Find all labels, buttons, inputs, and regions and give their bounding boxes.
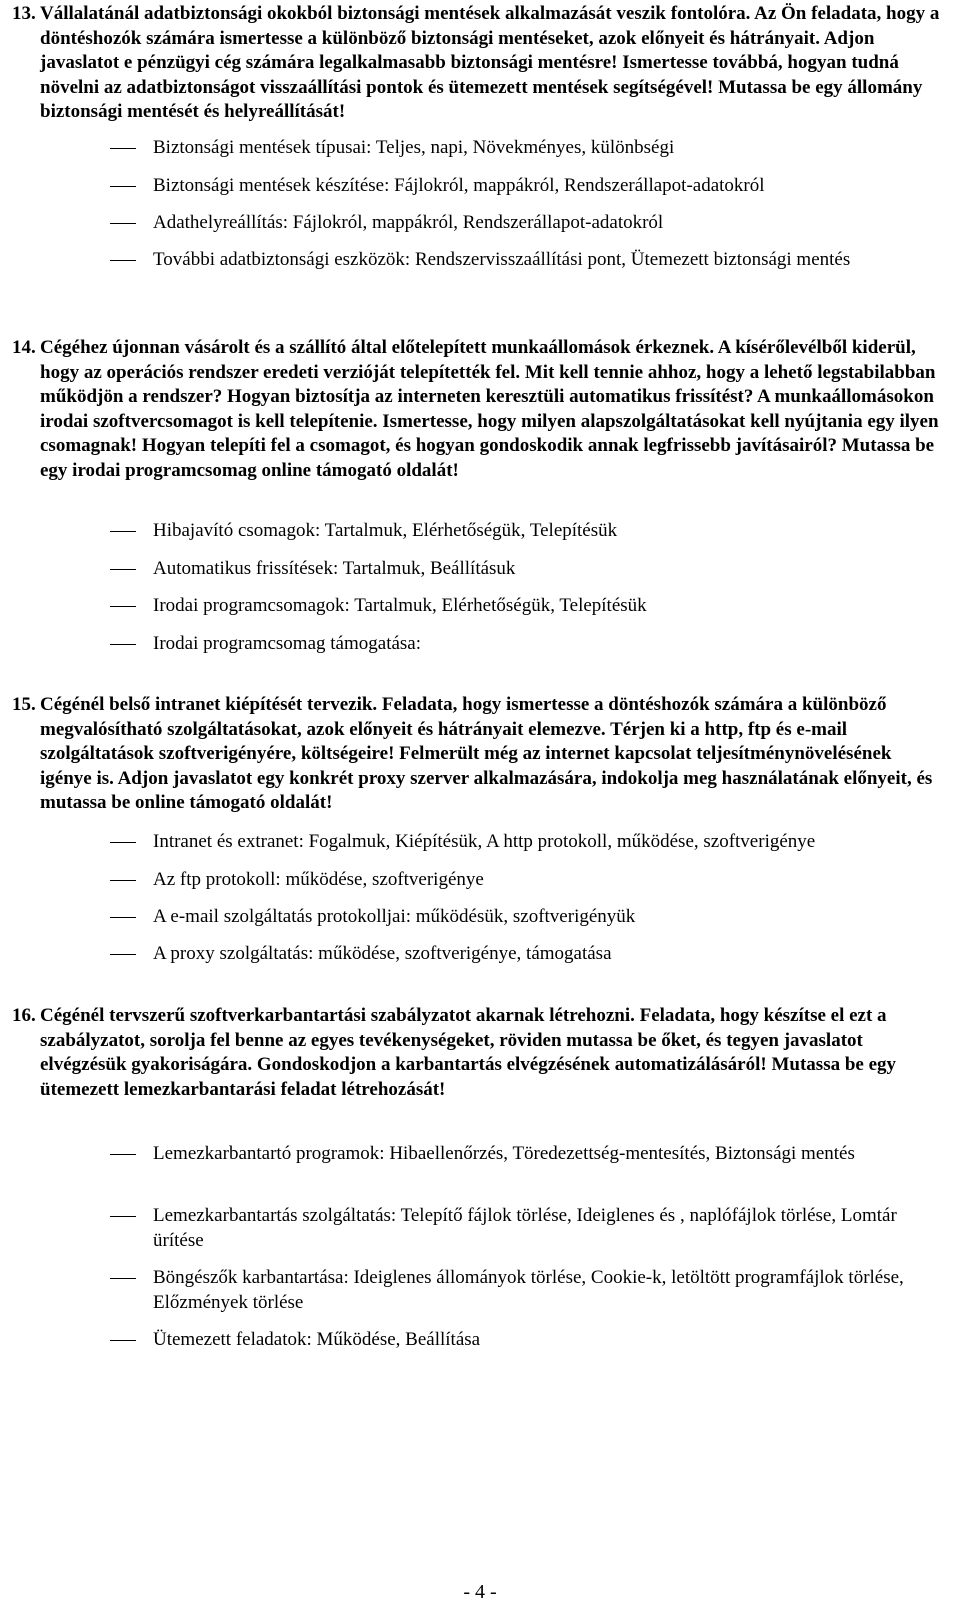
question-text: Cégéhez újonnan vásárolt és a szállító által előtelepített munkaállomások érkeznek. A kísérőlevélből kiderül, hogy az operációs rendszer eredeti verzióját telepítették fel. Mit kell tennie ahhoz, hogy a lehető legstabilabban működjön a rendszer? Hogyan biztosítja az interneten keresztüli automatikus frissítést? A munkaállomásokon irodai szoftvercsomagot is kell telepítenie. Ismertesse, hogy milyen alapszolgáltatásokat kell nyújtania egy ilyen csomagnak! Hogyan telepíti fel a csomagot, és hogyan gondoskodik annak legfrissebb javításairól? Mutassa be egy irodai programcsomag online támogató oldalát! [40,337,939,481]
list-item [0,557,960,582]
dash-bullet-icon [110,917,136,918]
list-item-text: Ütemezett feladatok: Működése, Beállítása [153,1329,481,1350]
list-item [0,905,960,930]
list-item [0,248,960,273]
list-item [0,868,960,893]
list-item [0,1328,960,1353]
dash-bullet-icon [110,644,136,645]
list-item-text: Automatikus frissítések: Tartalmuk, Beállításuk [153,558,516,579]
question-number: 16. [12,1005,36,1026]
dash-bullet-icon [110,569,136,570]
list-item-text: A proxy szolgáltatás: működése, szoftverigénye, támogatása [153,943,612,964]
question-number: 15. [12,694,36,715]
dash-bullet-icon [110,1216,136,1217]
question-number: 13. [12,3,36,24]
question-16 [12,1004,942,1102]
dash-bullet-icon [110,531,136,532]
list-item [0,594,960,619]
list-item-text: Biztonsági mentések készítése: Fájlokról, mappákról, Rendszerállapot-adatokról [153,175,765,196]
dash-bullet-icon [110,954,136,955]
list-item [0,174,960,199]
dash-bullet-icon [110,260,136,261]
list-item-text: Az ftp protokoll: működése, szoftverigénye [153,869,484,890]
list-item-text: Lemezkarbantartás szolgáltatás: Telepítő fájlok törlése, Ideiglenes és , naplófájlok törlése, Lomtár ürítése [153,1205,897,1251]
list-item-text: Irodai programcsomag támogatása: [153,633,422,654]
list-item-text: Adathelyreállítás: Fájlokról, mappákról, Rendszerállapot-adatokról [153,212,664,233]
list-item-text: Intranet és extranet: Fogalmuk, Kiépítésük, A http protokoll, működése, szoftverigénye [153,831,816,852]
dash-bullet-icon [110,1278,136,1279]
page-number: - 4 - [463,1581,497,1603]
dash-bullet-icon [110,148,136,149]
list-item [0,632,960,657]
list-item-text: Irodai programcsomagok: Tartalmuk, Elérhetőségük, Telepítésük [153,595,647,616]
list-item [0,1204,960,1253]
dash-bullet-icon [110,1340,136,1341]
list-item [0,942,960,967]
dash-bullet-icon [110,880,136,881]
list-item-text: További adatbiztonsági eszközök: Rendszervisszaállítási pont, Ütemezett biztonsági mentés [153,249,851,270]
list-item-text: Biztonsági mentések típusai: Teljes, napi, Növekményes, különbségi [153,137,675,158]
list-item-text: Böngészők karbantartása: Ideiglenes állományok törlése, Cookie-k, letöltött programfájlok törlése, Előzmények törlése [153,1267,904,1313]
list-item [0,136,960,161]
list-item [0,1142,960,1167]
question-text: Vállalatánál adatbiztonsági okokból biztonsági mentések alkalmazását veszik fontolóra. Az Ön feladata, hogy a döntéshozók számára ismertesse a különböző biztonsági mentéseket, azok előnyeit és hátrányait. Adjon javaslatot e pénzügyi cég számára legalkalmasabb biztonsági mentésre! Ismertesse továbbá, hogyan tudná növelni az adatbiztonságot visszaállítási pontok és ütemezett mentések segítségével! Mutassa be egy állomány biztonsági mentését és helyreállítását! [40,3,940,123]
list-item [0,1266,960,1315]
list-item [0,211,960,236]
dash-bullet-icon [110,186,136,187]
question-14 [12,336,942,484]
list-item-text: A e-mail szolgáltatás protokolljai: működésük, szoftverigényük [153,906,636,927]
list-item [0,830,960,855]
list-item-text: Lemezkarbantartó programok: Hibaellenőrzés, Töredezettség-mentesítés, Biztonsági mentés [153,1143,855,1164]
question-text: Cégénél belső intranet kiépítését tervezik. Feladata, hogy ismertesse a döntéshozók számára a különböző megvalósítható szolgáltatásokat, azok előnyeit és hátrányait elemezve. Térjen ki a http, ftp és e-mail szolgáltatások szoftverigényére, költségeire! Felmerült még az internet kapcsolat teljesítménynövelésének igénye is. Adjon javaslatot egy konkrét proxy szerver alkalmazására, indokolja meg használatának előnyeit, és mutassa be online támogató oldalát! [40,694,933,814]
dash-bullet-icon [110,842,136,843]
question-13 [12,2,942,125]
list-item-text: Hibajavító csomagok: Tartalmuk, Elérhetőségük, Telepítésük [153,520,618,541]
list-item [0,519,960,544]
question-number: 14. [12,337,36,358]
question-text: Cégénél tervszerű szoftverkarbantartási szabályzatot akarnak létrehozni. Feladata, hogy készítse el ezt a szabályzatot, sorolja fel benne az egyes tevékenységeket, röviden mutassa be őket, és tegyen javaslatot elvégzésük gyakoriságára. Gondoskodjon a karbantartás elvégzésének automatizálásáról! Mutassa be egy ütemezett lemezkarbantarási feladat létrehozását! [40,1005,897,1100]
dash-bullet-icon [110,1154,136,1155]
question-15 [12,693,942,816]
dash-bullet-icon [110,606,136,607]
dash-bullet-icon [110,223,136,224]
